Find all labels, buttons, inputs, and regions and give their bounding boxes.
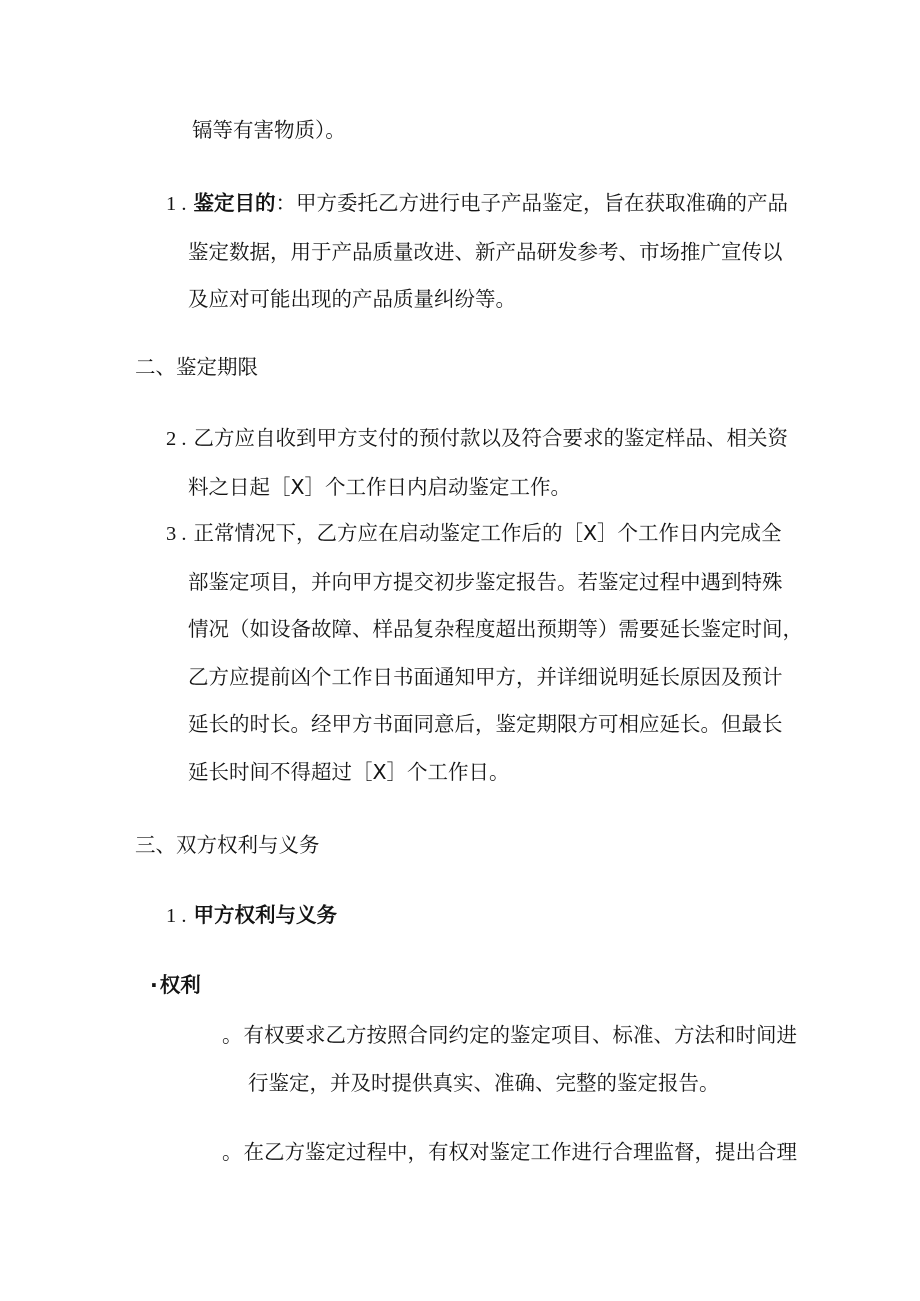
section-heading-deadline bbox=[135, 344, 258, 392]
subheading-text: 权利 bbox=[159, 973, 201, 997]
text-line bbox=[222, 1012, 797, 1060]
text-run: 在乙方鉴定过程中，有权对鉴定工作进行合理监督，提出合理 bbox=[243, 1140, 797, 1164]
text-line: 延长的时长。经甲方书面同意后，鉴定期限方可相应延长。但最长 bbox=[188, 712, 783, 736]
text-line: 行鉴定，并及时提供真实、准确、完整的鉴定报告。 bbox=[248, 1070, 720, 1095]
paragraph-continuation bbox=[192, 107, 346, 155]
list-number: 3 . bbox=[166, 523, 187, 545]
text-line: 鉴定数据，用于产品质量改进、新产品研发参考、市场推广宣传以 bbox=[188, 239, 783, 264]
text-line: 部鉴定项目，并向甲方提交初步鉴定报告。若鉴定过程中遇到特殊 bbox=[188, 569, 783, 594]
list-number: 1 . bbox=[166, 193, 187, 215]
text-line bbox=[222, 1129, 797, 1177]
text-line bbox=[150, 962, 201, 1010]
text-run: 乙方应自收到甲方支付的预付款以及符合要求的鉴定样品、相关资 bbox=[193, 426, 788, 450]
right-bullet-item-2 bbox=[222, 1129, 797, 1177]
heading-text: 三、双方权利与义务 bbox=[135, 833, 320, 857]
text-line: 料之日起［X］个工作日内启动鉴定工作。 bbox=[188, 474, 572, 499]
right-bullet-item-1 bbox=[222, 1012, 797, 1107]
text-line bbox=[166, 892, 337, 941]
list-number: 2 . bbox=[166, 428, 187, 450]
circle-bullet-icon: 。 bbox=[222, 1140, 243, 1164]
text-line: 乙方应提前凶个工作日书面通知甲方，并详细说明延长原因及预计 bbox=[188, 664, 783, 689]
item-title-bold: 甲方权利与义务 bbox=[193, 903, 337, 927]
text-line: 情况（如设备故障、样品复杂程度超出预期等）需要延长鉴定时间， bbox=[188, 617, 803, 641]
text-line: 及应对可能出现的产品质量纠纷等。 bbox=[188, 287, 516, 311]
text-line bbox=[166, 415, 788, 464]
text-run: 正常情况下，乙方应在启动鉴定工作后的［X］个工作日内完成全 bbox=[193, 521, 782, 545]
text-run: ：甲方委托乙方进行电子产品鉴定，旨在获取准确的产品 bbox=[275, 191, 788, 215]
middot-bullet-icon: · bbox=[150, 973, 158, 997]
list-item-deadline-completion bbox=[166, 510, 803, 796]
text-line: 延长时间不得超过［X］个工作日。 bbox=[188, 759, 510, 784]
list-item-purpose bbox=[166, 180, 788, 324]
text-line bbox=[166, 180, 788, 229]
heading-text: 二、鉴定期限 bbox=[135, 355, 258, 379]
circle-bullet-icon: 。 bbox=[222, 1023, 243, 1047]
list-item-deadline-start bbox=[166, 415, 788, 511]
text-line bbox=[166, 510, 803, 559]
rights-subheading bbox=[150, 962, 201, 1010]
list-number: 1 . bbox=[166, 905, 187, 927]
text-run: 有权要求乙方按照合同约定的鉴定项目、标准、方法和时间进 bbox=[243, 1023, 797, 1047]
text-line: 镉等有害物质）。 bbox=[192, 118, 346, 142]
section-heading-rights-obligations bbox=[135, 822, 320, 870]
list-item-party-a bbox=[166, 892, 337, 941]
item-title-bold: 鉴定目的 bbox=[193, 191, 276, 215]
